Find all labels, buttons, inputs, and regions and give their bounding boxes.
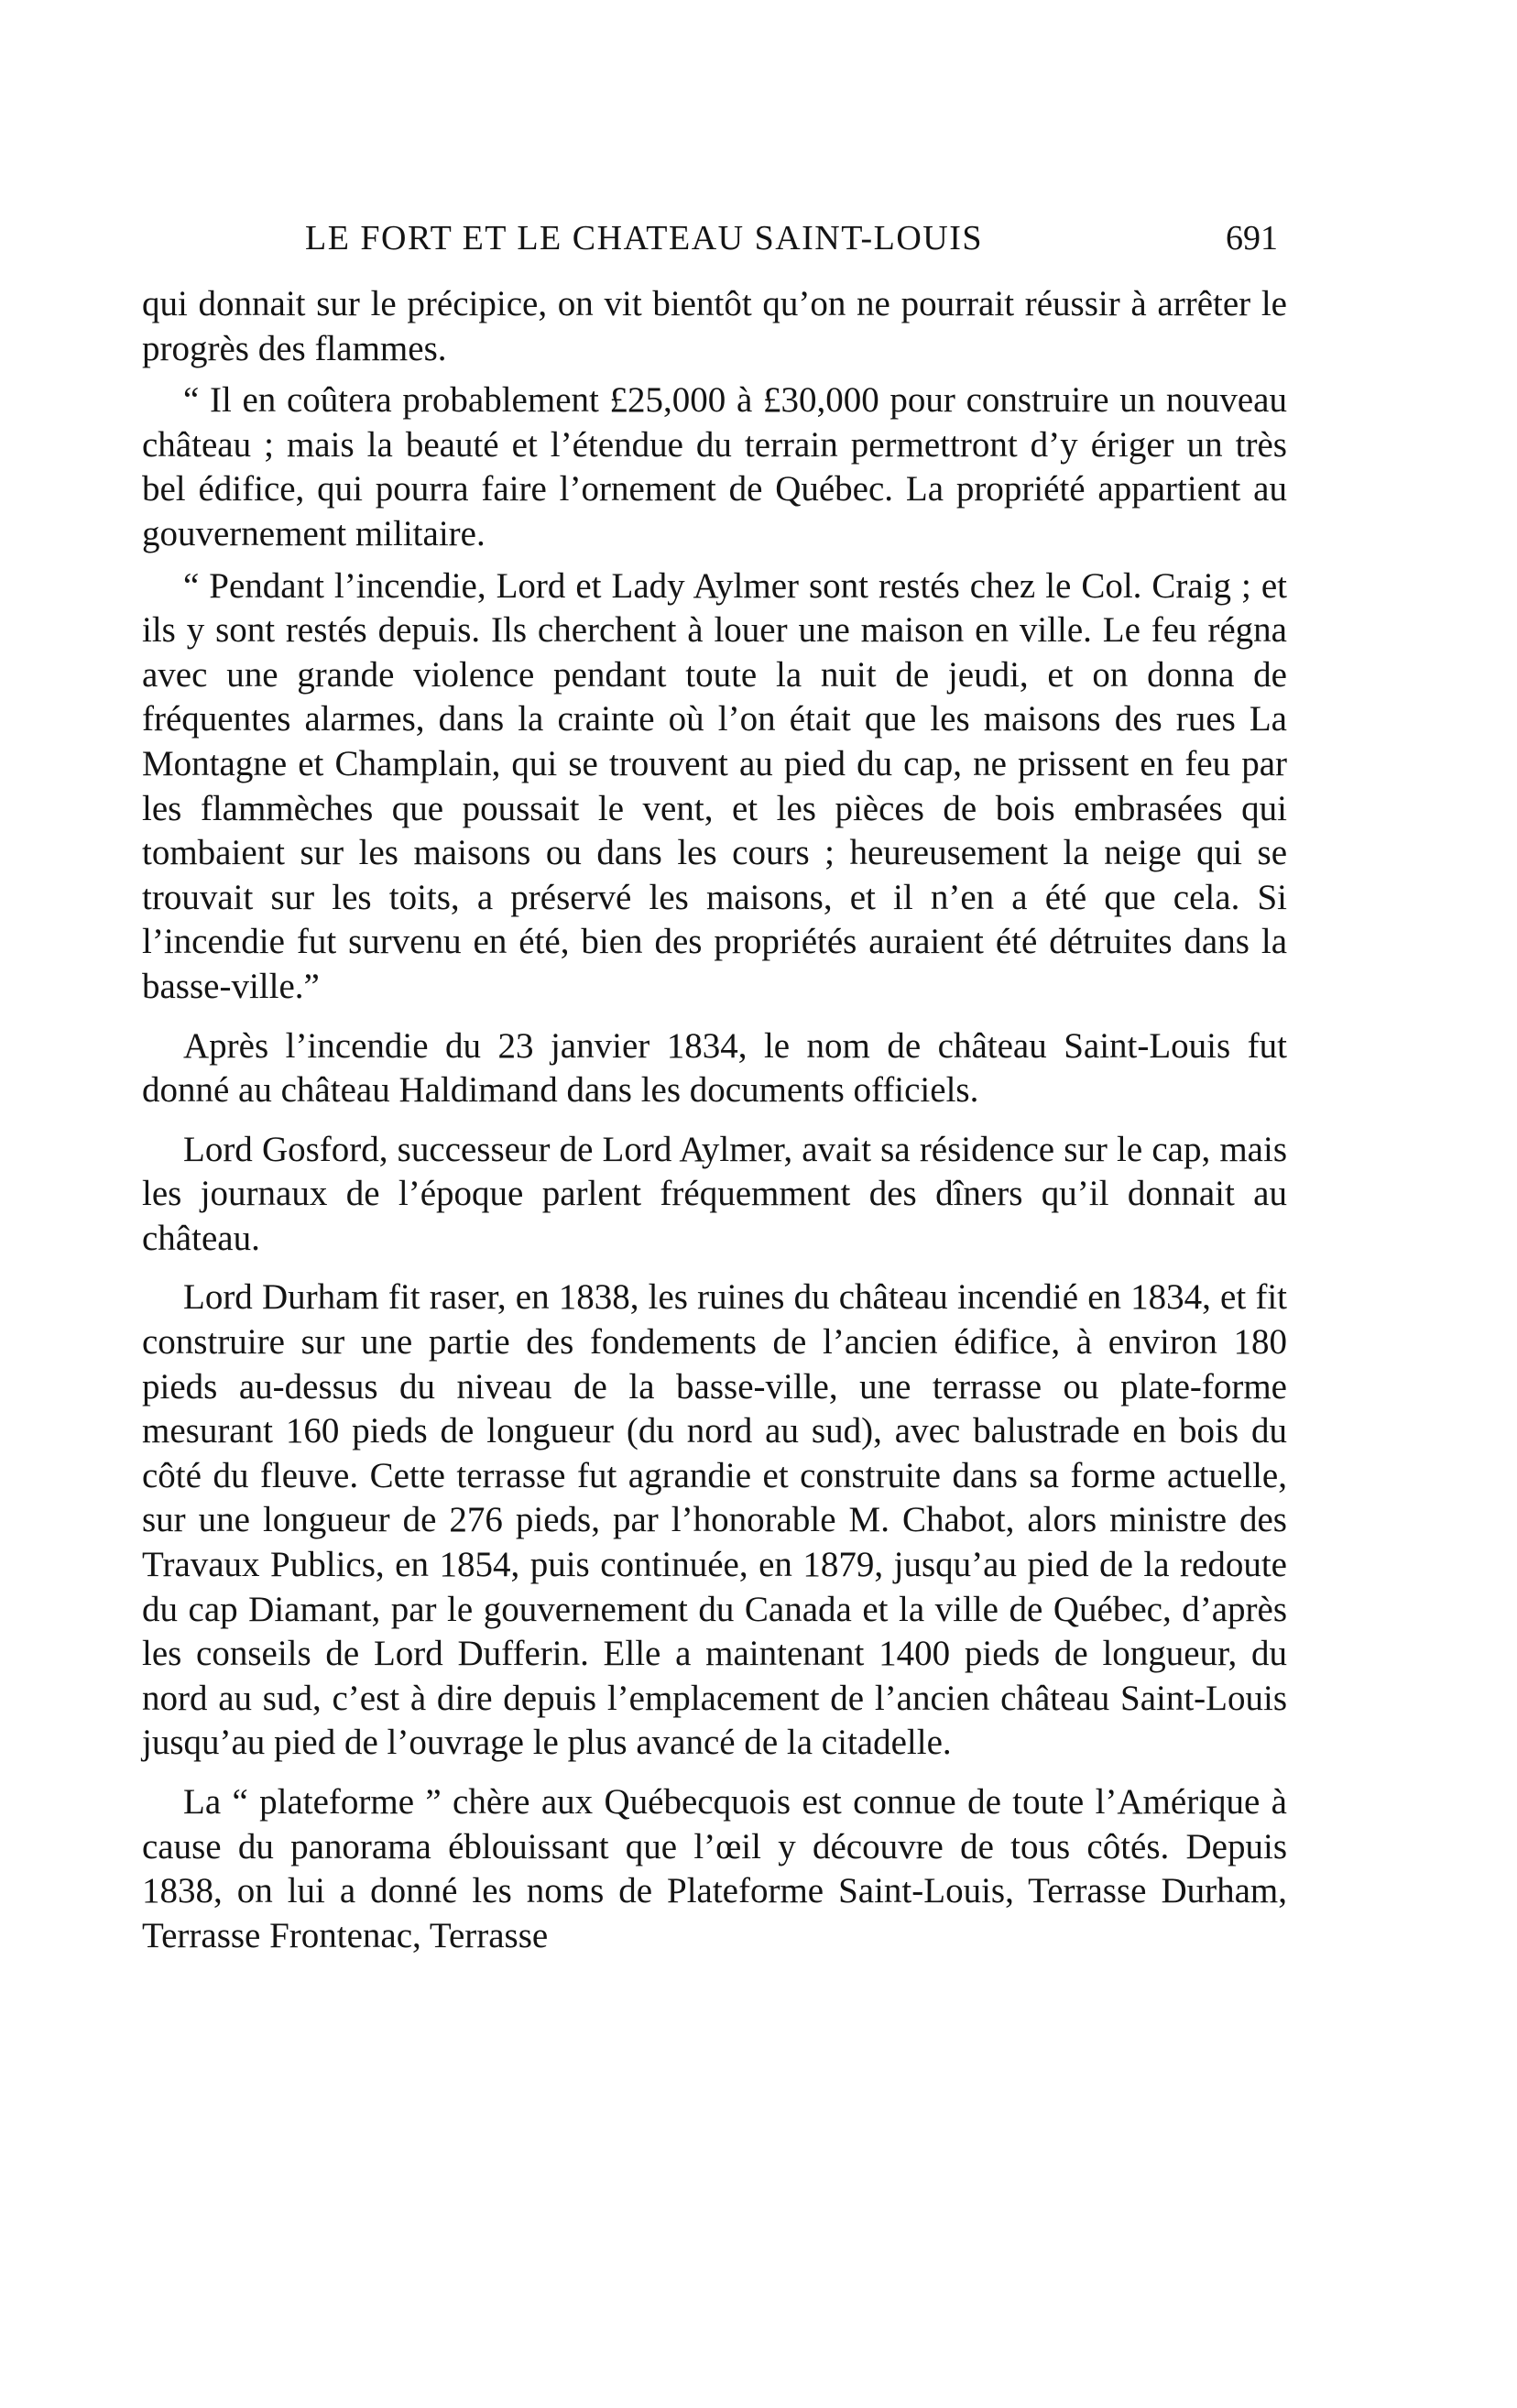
running-title: LE FORT ET LE CHATEAU SAINT-LOUIS bbox=[305, 219, 984, 257]
page-number: 691 bbox=[1226, 219, 1278, 257]
paragraph-after-fire: Après l’incendie du 23 janvier 1834, le nom de château Saint-Louis fut donné au château Haldimand dans les documents officiels. bbox=[142, 1025, 1287, 1111]
body-text bbox=[142, 282, 1287, 1973]
paragraph-continuation: qui donnait sur le précipice, on vit bientôt qu’on ne pourrait réussir à arrêter le progrès des flammes. bbox=[142, 284, 1287, 368]
paragraph-quote-fire: “ Pendant l’incendie, Lord et Lady Aylmer sont restés chez le Col. Craig ; et ils y sont restés depuis. Ils cherchent à louer une maison en ville. Le feu régna avec une grande violence pendant toute la nuit de jeudi, et on donna de fréquentes alarmes, dans la crainte où l’on était que les maisons des rues La Montagne et Champlain, qui se trouvent au pied du cap, ne prissent en feu par les flammèches que poussait le vent, et les pièces de bois embrasées qui tombaient sur les maisons ou dans les cours ; heureusement la neige qui se trouvait sur les toits, a préservé les maisons, et il n’en a été que cela. Si l’incendie fut survenu en été, bien des propriétés auraient été détruites dans la basse-ville.” bbox=[142, 565, 1287, 1006]
paragraph-plateforme: La “ plateforme ” chère aux Québecquois est connue de toute l’Amérique à cause du panorama éblouissant que l’œil y découvre de tous côtés. Depuis 1838, on lui a donné les noms de Plateforme Saint-Louis, Terrasse Durham, Terrasse Frontenac, Terrasse bbox=[142, 1782, 1287, 1955]
paragraph-lord-durham: Lord Durham fit raser, en 1838, les ruines du château incendié en 1834, et fit construire sur une partie des fondements de l’ancien édifice, à environ 180 pieds au-dessus du niveau de la basse-ville, une terrasse ou plate-forme mesurant 160 pieds de longueur (du nord au sud), avec balustrade en bois du côté du fleuve. Cette terrasse fut agrandie et construite dans sa forme actuelle, sur une longueur de 276 pieds, par l’honorable M. Chabot, alors ministre des Travaux Publics, en 1854, puis continuée, en 1879, jusqu’au pied de la redoute du cap Diamant, par le gouvernement du Canada et la ville de Québec, d’après les conseils de Lord Dufferin. Elle a maintenant 1400 pieds de longueur, du nord au sud, c’est à dire depuis l’emplacement de l’ancien château Saint-Louis jusqu’au pied de l’ouvrage le plus avancé de la citadelle. bbox=[142, 1277, 1287, 1763]
running-head bbox=[142, 213, 1287, 264]
paragraph-lord-gosford: Lord Gosford, successeur de Lord Aylmer, avait sa résidence sur le cap, mais les journaux de l’époque parlent fréquemment des dîners qu’il donnait au château. bbox=[142, 1129, 1287, 1258]
paragraph-quote-cost: “ Il en coûtera probablement £25,000 à £30,000 pour construire un nouveau château ; mais la beauté et l’étendue du terrain permettront d’y ériger un très bel édifice, qui pourra faire l’ornement de Québec. La propriété appartient au gouvernement militaire. bbox=[142, 380, 1287, 553]
